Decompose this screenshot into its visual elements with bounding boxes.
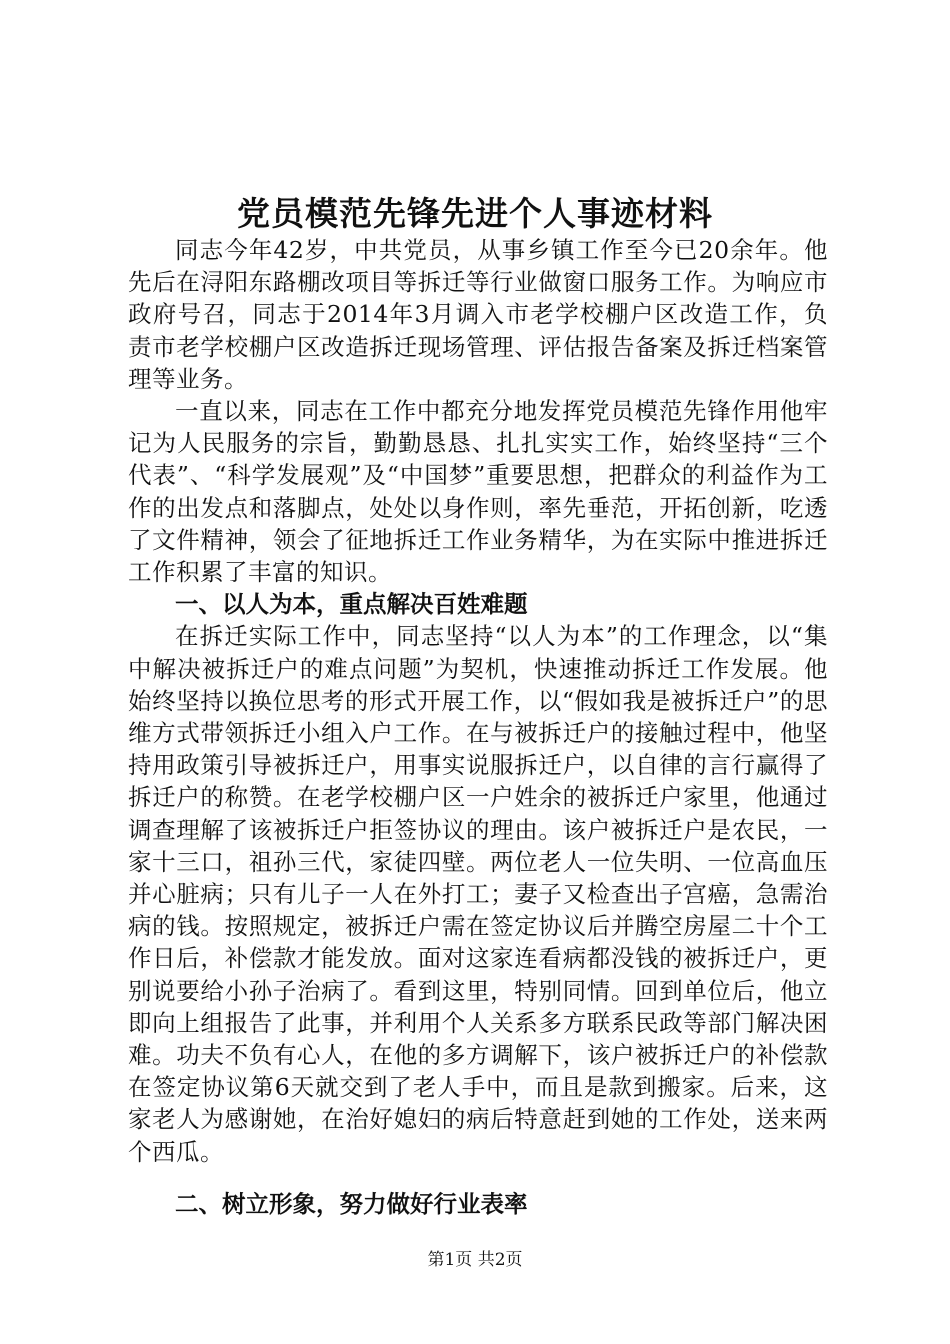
section-heading-2: 二、树立形象，努力做好行业表率: [175, 1189, 528, 1218]
section-paragraph-1: 在拆迁实际工作中，同志坚持“以人为本”的工作理念，以“集中解决被拆迁户的难点问题”为契机，快速推动拆迁工作发展。他始终坚持以换位思考的形式开展工作，以“假如我是被拆迁户”的思维方式带领拆迁小组入户工作。在与被拆迁户的接触过程中，他坚持用政策引导被拆迁户，用事实说服拆迁户，以自律的言行赢得了拆迁户的称赞。在老学校棚户区一户姓余的被拆迁户家里，他通过调查理解了该被拆迁户拒签协议的理由。该户被拆迁户是农民，一家十三口，祖孙三代，家徒四壁。两位老人一位失明、一位高血压并心脏病；只有儿子一人在外打工；妻子又检查出子宫癌，急需治病的钱。按照规定，被拆迁户需在签定协议后并腾空房屋二十个工作日后，补偿款才能发放。面对这家连看病都没钱的被拆迁户，更别说要给小孙子治病了。看到这里，特别同情。回到单位后，他立即向上组报告了此事，并利用个人关系多方联系民政等部门解决困难。功夫不负有心人，在他的多方调解下，该户被拆迁户的补偿款在签定协议第6天就交到了老人手中，而且是款到搬家。后来，这家老人为感谢她，在治好媳妇的病后特意赶到她的工作处，送来两个西瓜。: [128, 622, 828, 1166]
section-heading-1: 一、以人为本，重点解决百姓难题: [175, 590, 528, 619]
paragraph-role: 一直以来，同志在工作中都充分地发挥党员模范先锋作用他牢记为人民服务的宗旨，勤勤恳恳、扎扎实实工作，始终坚持“三个代表”、“科学发展观”及“中国梦”重要思想，把群众的利益作为工作的出发点和落脚点，处处以身作则，率先垂范，开拓创新，吃透了文件精神，领会了征地拆迁工作业务精华，为在实际中推进拆迁工作积累了丰富的知识。: [128, 397, 828, 587]
page-footer: 第1页 共2页: [427, 1250, 523, 1270]
paragraph-intro: 同志今年42岁，中共党员，从事乡镇工作至今已20余年。他先后在浔阳东路棚改项目等拆迁等行业做窗口服务工作。为响应市政府号召，同志于2014年3月调入市老学校棚户区改造工作，负责市老学校棚户区改造拆迁现场管理、评估报告备案及拆迁档案管理等业务。: [128, 236, 828, 393]
document-title: 党员模范先锋先进个人事迹材料: [237, 194, 713, 233]
document-body: [128, 234, 828, 1220]
